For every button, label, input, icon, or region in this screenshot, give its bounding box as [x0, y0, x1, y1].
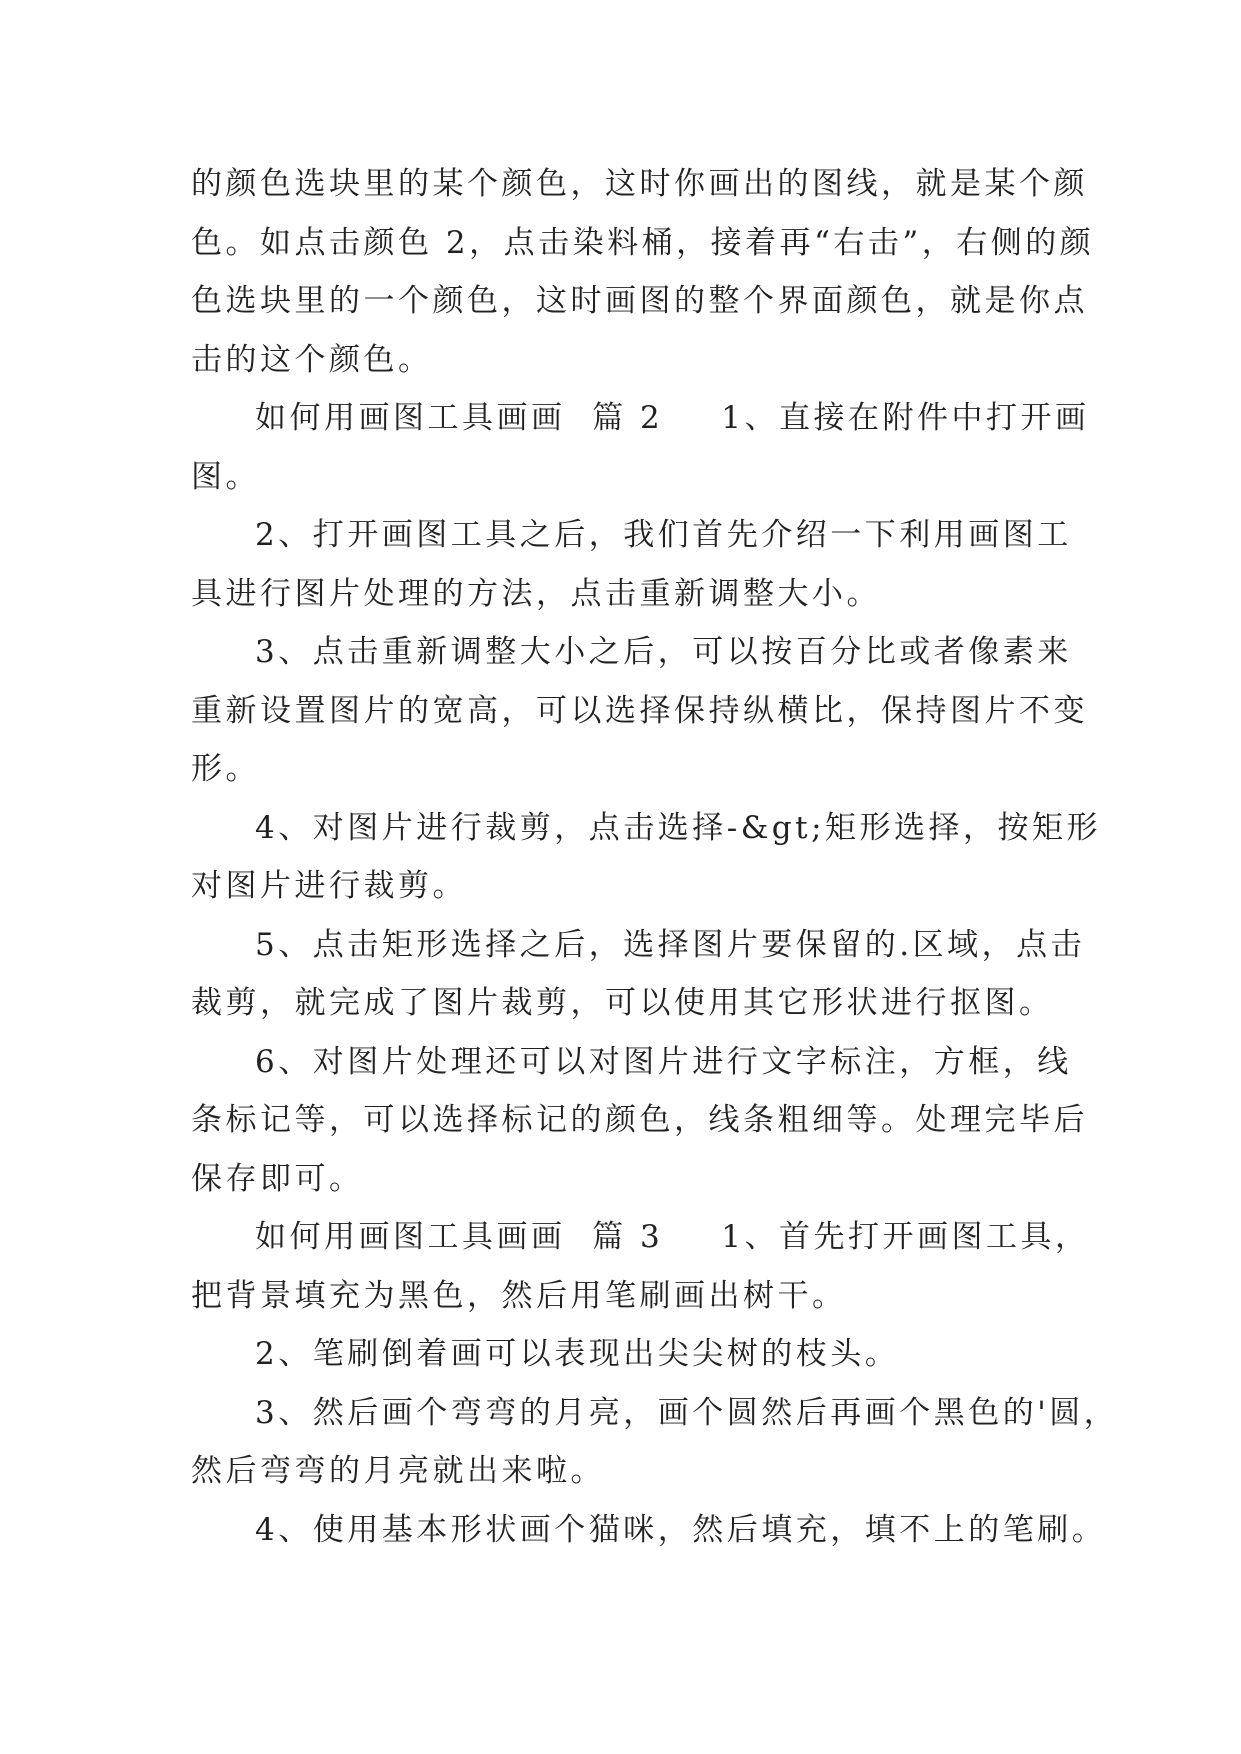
paragraph — [191, 506, 1071, 623]
text-line: 裁剪，就完成了图片裁剪，可以使用其它形状进行抠图。 — [191, 985, 1054, 1021]
text-line: 对图片进行裁剪。 — [191, 868, 467, 904]
text-fragment: 1、首先打开画图工具， — [721, 1219, 1090, 1255]
text-fragment: 4、使用基本形状画个猫咪，然后填充，填不上的笔刷。 — [255, 1511, 1107, 1548]
text-line: 然后弯弯的月亮就出来啦。 — [191, 1453, 605, 1489]
text-fragment: 3、然后画个弯弯的月亮，画个圆然后再画个黑色的'圆， — [255, 1394, 1119, 1431]
text-line: 把背景填充为黑色，然后用笔刷画出树干。 — [191, 1277, 847, 1314]
text-fragment: 4、对图片进行裁剪，点击选择-&gt;矩形选择，按矩形 — [255, 809, 1102, 846]
text-line — [191, 1384, 1119, 1443]
text-line — [191, 1325, 1071, 1384]
text-line: 图。 — [191, 458, 260, 495]
paragraph — [191, 916, 1086, 1033]
text-fragment: 3、点击重新调整大小之后，可以按百分比或者像素来 — [255, 634, 1072, 670]
paragraph — [191, 1033, 1088, 1209]
text-line: 色选块里的一个颜色，这时画图的整个界面颜色，就是你点 — [191, 283, 1088, 319]
document-body — [191, 155, 1119, 1559]
paragraph — [191, 1501, 1107, 1560]
section-paragraph — [191, 389, 1090, 506]
text-line — [191, 916, 1086, 975]
paragraph — [191, 799, 1102, 916]
text-line — [191, 389, 1090, 448]
text-fragment: 5、点击矩形选择之后，选择图片要保留的.区域，点击 — [255, 926, 1086, 963]
text-line — [191, 1208, 1090, 1267]
text-line: 形。 — [191, 751, 260, 787]
text-line — [191, 1501, 1107, 1560]
paragraph — [191, 1384, 1119, 1501]
paragraph — [191, 1325, 1071, 1384]
text-line: 条标记等，可以选择标记的颜色，线条粗细等。处理完毕后 — [191, 1102, 1088, 1138]
text-line — [191, 623, 1071, 682]
text-line — [191, 506, 1071, 565]
text-line — [191, 1033, 1071, 1092]
section-heading: 如何用画图工具画画 篇 3 — [255, 1219, 664, 1255]
text-line: 的颜色选块里的某个颜色，这时你画出的图线，就是某个颜 — [191, 166, 1088, 202]
paragraph — [191, 623, 1088, 799]
text-fragment: 2、打开画图工具之后，我们首先介绍一下利用画图工 — [255, 517, 1072, 553]
section-heading: 如何用画图工具画画 篇 2 — [255, 400, 664, 436]
text-fragment: 6、对图片处理还可以对图片进行文字标注，方框，线 — [255, 1043, 1072, 1080]
text-line: 具进行图片处理的方法，点击重新调整大小。 — [191, 575, 881, 612]
paragraph — [191, 155, 1095, 389]
text-line: 色。如点击颜色 2，点击染料桶，接着再“右击”，右侧的颜 — [191, 224, 1095, 261]
text-line: 击的这个颜色。 — [191, 341, 433, 378]
text-line — [191, 799, 1102, 858]
text-fragment: 1、直接在附件中打开画 — [721, 400, 1090, 436]
text-line: 保存即可。 — [191, 1160, 364, 1197]
text-line: 重新设置图片的宽高，可以选择保持纵横比，保持图片不变 — [191, 692, 1088, 729]
section-paragraph — [191, 1208, 1090, 1325]
text-fragment: 2、笔刷倒着画可以表现出尖尖树的枝头。 — [255, 1336, 900, 1372]
